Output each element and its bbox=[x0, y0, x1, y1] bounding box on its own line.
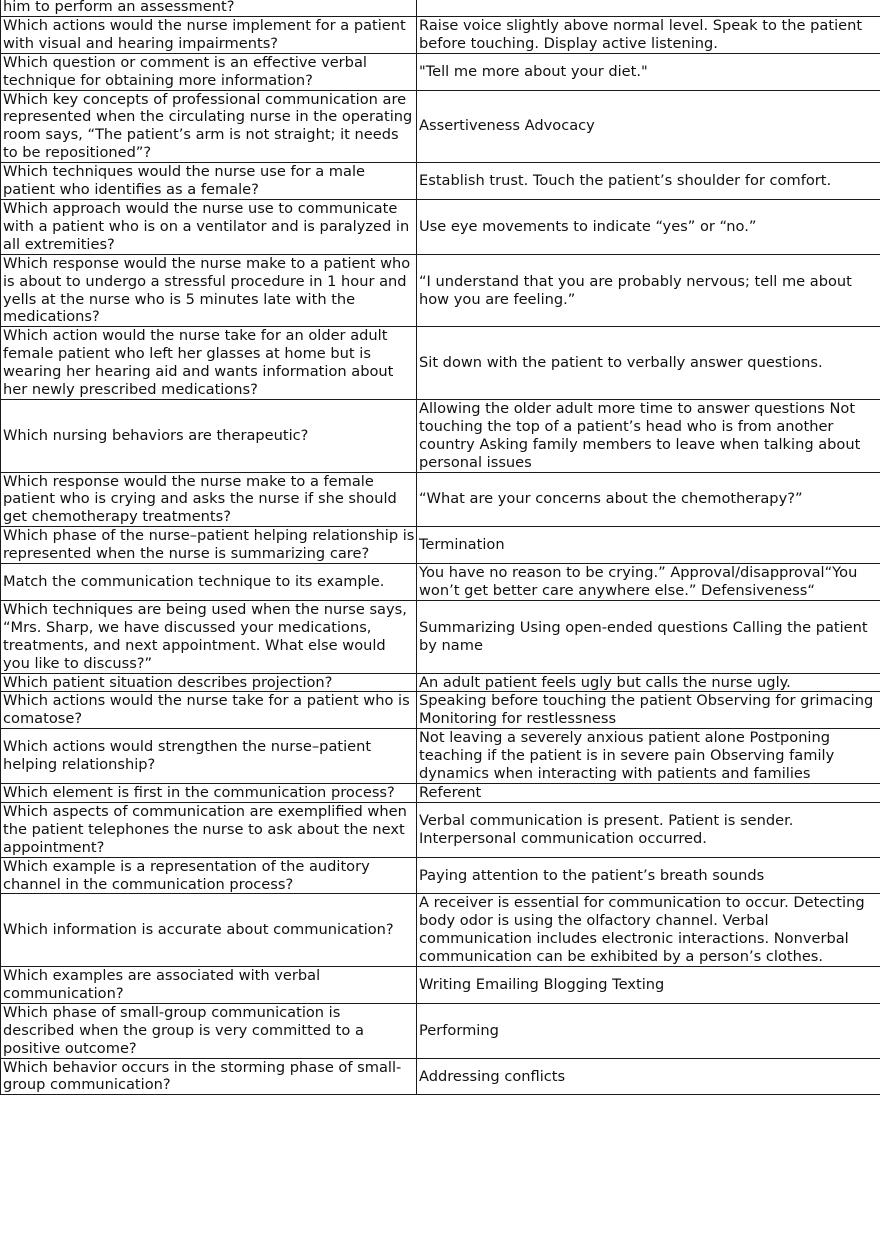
answer-cell: A receiver is essential for communication to occur. Detecting body odor is using the olfactory channel. Verbal communication includes electronic interactions. Nonverbal communication can be exhibited by a person’s clothes. bbox=[417, 894, 880, 967]
answer-cell: Allowing the older adult more time to answer questions Not touching the top of a patient’s head who is from another country Asking family members to leave when talking about personal issues bbox=[417, 399, 880, 472]
table-row bbox=[1, 1058, 880, 1095]
answer-cell: "Tell me more about your diet." bbox=[417, 53, 880, 90]
question-cell: Which question or comment is an effective verbal technique for obtaining more information? bbox=[1, 53, 417, 90]
table-row bbox=[1, 600, 880, 673]
answer-cell: Raise voice slightly above normal level. Speak to the patient before touching. Display active listening. bbox=[417, 16, 880, 53]
answer-cell: Summarizing Using open-ended questions Calling the patient by name bbox=[417, 600, 880, 673]
answer-cell: Termination bbox=[417, 527, 880, 564]
table-row bbox=[1, 327, 880, 400]
question-cell: Which patient situation describes projection? bbox=[1, 673, 417, 692]
question-cell: Which response would the nurse make to a female patient who is crying and asks the nurse if she should get chemotherapy treatments? bbox=[1, 472, 417, 527]
table-row bbox=[1, 802, 880, 857]
answer-cell: Addressing conflicts bbox=[417, 1058, 880, 1095]
answer-cell: Use eye movements to indicate “yes” or “no.” bbox=[417, 199, 880, 254]
question-cell: Which example is a representation of the auditory channel in the communication process? bbox=[1, 857, 417, 894]
answer-cell: Referent bbox=[417, 783, 880, 802]
question-cell: Which techniques would the nurse use for a male patient who identifies as a female? bbox=[1, 163, 417, 200]
question-cell: Which phase of the nurse–patient helping relationship is represented when the nurse is summarizing care? bbox=[1, 527, 417, 564]
table-row bbox=[1, 783, 880, 802]
table-row bbox=[1, 564, 880, 601]
table-row bbox=[1, 90, 880, 163]
question-cell: him to perform an assessment? bbox=[1, 0, 417, 16]
question-cell: Which techniques are being used when the nurse says, “Mrs. Sharp, we have discussed your medications, treatments, and next appointment. What else would you like to discuss?” bbox=[1, 600, 417, 673]
question-cell: Which actions would the nurse take for a patient who is comatose? bbox=[1, 692, 417, 729]
table-row bbox=[1, 472, 880, 527]
answer-cell: Paying attention to the patient’s breath sounds bbox=[417, 857, 880, 894]
answer-cell: Writing Emailing Blogging Texting bbox=[417, 967, 880, 1004]
answer-cell: Performing bbox=[417, 1003, 880, 1058]
table-row bbox=[1, 53, 880, 90]
table-row bbox=[1, 692, 880, 729]
table-row bbox=[1, 163, 880, 200]
question-cell: Which examples are associated with verbal communication? bbox=[1, 967, 417, 1004]
answer-cell: “I understand that you are probably nervous; tell me about how you are feeling.” bbox=[417, 254, 880, 327]
table-row bbox=[1, 199, 880, 254]
table-row bbox=[1, 729, 880, 784]
answer-cell bbox=[417, 0, 880, 16]
question-cell: Which key concepts of professional communication are represented when the circulating nurse in the operating room says, “The patient’s arm is not straight; it needs to be repositioned”? bbox=[1, 90, 417, 163]
question-cell: Which approach would the nurse use to communicate with a patient who is on a ventilator and is paralyzed in all extremities? bbox=[1, 199, 417, 254]
answer-cell: “What are your concerns about the chemotherapy?” bbox=[417, 472, 880, 527]
question-cell: Which nursing behaviors are therapeutic? bbox=[1, 399, 417, 472]
question-cell: Which actions would the nurse implement for a patient with visual and hearing impairments? bbox=[1, 16, 417, 53]
answer-cell: You have no reason to be crying.” Approval/disapproval“You won’t get better care anywhere else.” Defensiveness“ bbox=[417, 564, 880, 601]
question-cell: Which phase of small-group communication is described when the group is very committed to a positive outcome? bbox=[1, 1003, 417, 1058]
table-row bbox=[1, 399, 880, 472]
answer-cell: An adult patient feels ugly but calls the nurse ugly. bbox=[417, 673, 880, 692]
question-cell: Which information is accurate about communication? bbox=[1, 894, 417, 967]
question-cell: Which response would the nurse make to a patient who is about to undergo a stressful procedure in 1 hour and yells at the nurse who is 5 minutes late with the medications? bbox=[1, 254, 417, 327]
answer-cell: Not leaving a severely anxious patient alone Postponing teaching if the patient is in severe pain Observing family dynamics when interacting with patients and families bbox=[417, 729, 880, 784]
answer-cell: Verbal communication is present. Patient is sender. Interpersonal communication occurred. bbox=[417, 802, 880, 857]
table-row bbox=[1, 0, 880, 16]
table-row bbox=[1, 894, 880, 967]
question-cell: Which action would the nurse take for an older adult female patient who left her glasses at home but is wearing her hearing aid and wants information about her newly prescribed medications? bbox=[1, 327, 417, 400]
question-cell: Match the communication technique to its example. bbox=[1, 564, 417, 601]
answer-cell: Assertiveness Advocacy bbox=[417, 90, 880, 163]
answer-cell: Speaking before touching the patient Observing for grimacing Monitoring for restlessness bbox=[417, 692, 880, 729]
table-row bbox=[1, 254, 880, 327]
table-row bbox=[1, 673, 880, 692]
question-cell: Which aspects of communication are exemplified when the patient telephones the nurse to ask about the next appointment? bbox=[1, 802, 417, 857]
question-cell: Which behavior occurs in the storming phase of small-group communication? bbox=[1, 1058, 417, 1095]
table-row bbox=[1, 967, 880, 1004]
table-row bbox=[1, 1003, 880, 1058]
answer-cell: Establish trust. Touch the patient’s shoulder for comfort. bbox=[417, 163, 880, 200]
table-row bbox=[1, 857, 880, 894]
answer-cell: Sit down with the patient to verbally answer questions. bbox=[417, 327, 880, 400]
table-row bbox=[1, 527, 880, 564]
question-cell: Which actions would strengthen the nurse–patient helping relationship? bbox=[1, 729, 417, 784]
table-row bbox=[1, 16, 880, 53]
question-cell: Which element is first in the communication process? bbox=[1, 783, 417, 802]
